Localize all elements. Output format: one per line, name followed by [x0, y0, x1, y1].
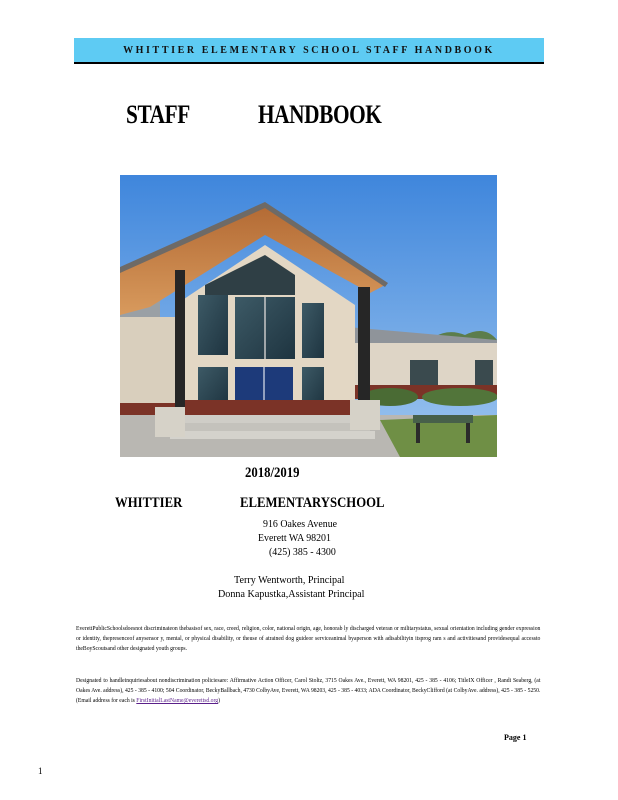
title-handbook: HANDBOOK — [258, 100, 382, 129]
principal-line: Terry Wentworth, Principal — [234, 574, 345, 586]
school-entrance-photo — [120, 175, 497, 457]
school-name-part2: ELEMENTARYSCHOOL — [240, 495, 385, 511]
title-staff: STAFF — [126, 100, 190, 129]
page-number: Page 1 — [504, 733, 527, 742]
email-link[interactable]: FirstInitialLastName@everettsd.org — [136, 697, 219, 704]
header-title: WHITTIER ELEMENTARY SCHOOL STAFF HANDBOOK — [123, 44, 495, 56]
nondiscrimination-statement: EverettPublicSchoolsdoesnot discriminateon thebasisof sex, race, creed, religion, color, national origin, age, honorab ly discharged veteran or militarystatus, sexual orientation including gender expression or identity, thepresenceof anysensor y, mental, or physical disability, or theuse of atrained dog guideor serviceanimal byaperson with adisabilityin itsprog ram s and activitiesand providesequal accessto theBoyScoutsand other designated youth groups. — [76, 625, 541, 652]
designated-end: ) — [218, 697, 221, 704]
designated-officers-statement — [76, 676, 540, 706]
header-band — [74, 38, 544, 62]
header-rule — [74, 62, 544, 64]
address-city: Everett WA 98201 — [258, 532, 331, 544]
assistant-principal-line: Donna Kapustka,Assistant Principal — [218, 588, 365, 600]
designated-text: Designated to handleinquiriesabout nondiscrimination policiesare: Affirmative Action Officer, Carol Stoltz, 3715 Oakes Ave., Everett, WA 98201, 425 - 385 - 4106; TitleIX Officer , Randi Seaberg, (at Oakes Ave. address), 425 - 385 - 4100; 504 Coordinator, BeckyBallbach, 4730 ColbyAve, Everett, WA 98203, 425 - 385 - 4033; ADA Coordinator, BeckyClifford (at ColbyAve. address), 425 - 385 - 5250. (Email address for each is — [76, 677, 541, 704]
school-year: 2018/2019 — [245, 465, 300, 481]
school-name-part1: WHITTIER — [115, 495, 183, 511]
margin-page-number: 1 — [38, 766, 43, 776]
school-phone: (425) 385 - 4300 — [269, 546, 336, 558]
address-street: 916 Oakes Avenue — [263, 518, 338, 530]
